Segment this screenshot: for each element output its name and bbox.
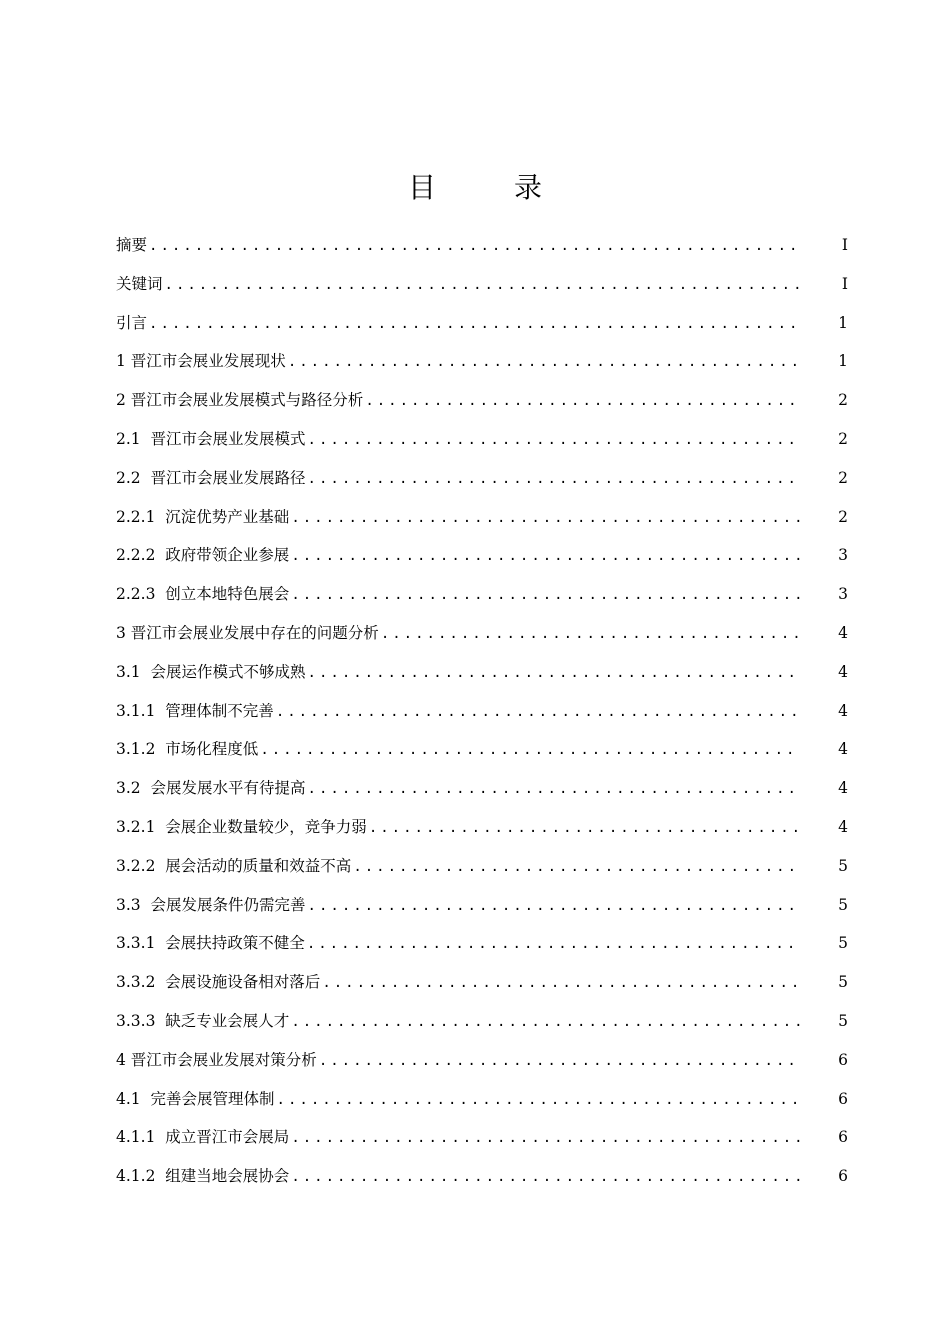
toc-entry-label: [116, 692, 274, 731]
toc-section-number: 4: [116, 1050, 131, 1069]
toc-entry[interactable]: [116, 1118, 850, 1157]
toc-dot-leader: [149, 227, 800, 266]
page-title: [0, 168, 950, 208]
toc-section-number: 3.2.2: [116, 856, 166, 875]
toc-section-title: 引言: [116, 313, 148, 332]
toc-section-number: 2.2.1: [116, 507, 166, 526]
toc-entry[interactable]: [116, 226, 850, 265]
toc-section-number: 3.3.2: [116, 973, 166, 992]
toc-entry-label: [116, 1080, 275, 1119]
toc-entry-label: [116, 304, 147, 343]
toc-dot-leader: [381, 615, 800, 654]
toc-section-title: 会展扶持政策不健全: [165, 934, 305, 953]
toc-dot-leader: [369, 809, 800, 848]
toc-entry-label: [116, 459, 306, 498]
toc-section-number: 4.1.2: [116, 1167, 166, 1186]
toc-dot-leader: [291, 576, 800, 615]
toc-entry-label: [116, 342, 286, 381]
toc-dot-leader: [322, 964, 800, 1003]
toc-section-title: 创立本地特色展会: [165, 585, 290, 604]
toc-page-number: 5: [838, 1011, 848, 1030]
toc-entry-label: [116, 381, 363, 420]
toc-entry[interactable]: [116, 1041, 850, 1080]
toc-section-title: 会展运作模式不够成熟: [150, 662, 306, 681]
toc-entry[interactable]: [116, 614, 850, 653]
toc-section-number: 3.2.1: [116, 817, 166, 836]
toc-entry-label: [116, 924, 305, 963]
toc-entry[interactable]: [116, 1080, 850, 1119]
toc-section-title: 会展设施设备相对落后: [165, 973, 321, 992]
toc-entry[interactable]: [116, 692, 850, 731]
toc-section-title: 市场化程度低: [165, 740, 259, 759]
toc-page-number: 2: [838, 391, 848, 410]
toc-page-number: 1: [838, 352, 848, 371]
toc-dot-leader: [165, 266, 800, 305]
toc-entry-label: [116, 886, 306, 925]
toc-section-title: 会展发展条件仍需完善: [150, 895, 306, 914]
toc-entry[interactable]: [116, 459, 850, 498]
toc-section-title: 晋江市会展业发展模式与路径分析: [130, 391, 364, 410]
toc-dot-leader: [319, 1042, 800, 1081]
toc-entry-label: [116, 265, 163, 304]
toc-page-number: 4: [838, 701, 848, 720]
toc-entry-label: [116, 498, 289, 537]
toc-entry[interactable]: [116, 1157, 850, 1196]
toc-page-number: 4: [838, 779, 848, 798]
toc-page-number: 6: [838, 1167, 848, 1186]
toc-page-number: 2: [838, 429, 848, 448]
toc-section-number: 2.2: [116, 468, 151, 487]
toc-section-number: 3.1: [116, 662, 151, 681]
toc-page-number: I: [841, 236, 848, 254]
toc-section-title: 成立晋江市会展局: [165, 1128, 290, 1147]
toc-entry-label: [116, 1002, 289, 1041]
toc-entry-label: [116, 653, 306, 692]
toc-section-title: 晋江市会展业发展路径: [150, 468, 306, 487]
toc-section-number: 3.3: [116, 895, 151, 914]
toc-dot-leader: [276, 693, 800, 732]
toc-entry[interactable]: [116, 924, 850, 963]
toc-dot-leader: [307, 925, 800, 964]
toc-dot-leader: [308, 421, 800, 460]
toc-entry[interactable]: [116, 342, 850, 381]
toc-section-number: 4.1.1: [116, 1128, 166, 1147]
toc-dot-leader: [288, 343, 800, 382]
toc-section-title: 会展企业数量较少，竞争力弱: [165, 817, 367, 836]
toc-section-number: 1: [116, 352, 131, 371]
toc-section-title: 晋江市会展业发展模式: [150, 429, 306, 448]
toc-dot-leader: [308, 460, 800, 499]
toc-entry[interactable]: [116, 536, 850, 575]
toc-entry[interactable]: [116, 381, 850, 420]
toc-section-number: 4.1: [116, 1089, 151, 1108]
toc-section-title: 晋江市会展业发展现状: [130, 352, 286, 371]
toc-entry-label: [116, 614, 379, 653]
toc-dot-leader: [291, 537, 800, 576]
toc-entry-label: [116, 808, 367, 847]
toc-dot-leader: [260, 731, 800, 770]
toc-page-number: 6: [838, 1089, 848, 1108]
toc-entry[interactable]: [116, 498, 850, 537]
toc-page-number: 1: [838, 313, 848, 332]
toc-page-number: 2: [838, 507, 848, 526]
toc-entry[interactable]: [116, 1002, 850, 1041]
toc-section-number: 2.2.3: [116, 585, 166, 604]
toc-section-title: 关键词: [116, 274, 163, 293]
toc-section-title: 会展发展水平有待提高: [150, 779, 306, 798]
title-char-1: 目: [407, 171, 436, 204]
toc-section-number: 3.3.3: [116, 1011, 166, 1030]
toc-entry[interactable]: [116, 847, 850, 886]
toc-entry-label: [116, 1041, 317, 1080]
toc-section-title: 完善会展管理体制: [150, 1089, 275, 1108]
toc-section-number: 2: [116, 391, 131, 410]
toc-dot-leader: [308, 770, 800, 809]
toc-entry-label: [116, 226, 147, 265]
toc-section-number: 3.2: [116, 779, 151, 798]
toc-dot-leader: [353, 848, 800, 887]
toc-dot-leader: [291, 1003, 800, 1042]
toc-dot-leader: [365, 382, 800, 421]
toc-page-number: 5: [838, 895, 848, 914]
toc-page-number: 4: [838, 662, 848, 681]
toc-entry[interactable]: [116, 886, 850, 925]
table-of-contents: [116, 226, 850, 1196]
toc-dot-leader: [291, 499, 800, 538]
toc-dot-leader: [291, 1119, 800, 1158]
toc-entry[interactable]: [116, 575, 850, 614]
toc-entry[interactable]: [116, 963, 850, 1002]
toc-section-number: 2.2.2: [116, 546, 166, 565]
toc-section-title: 晋江市会展业发展对策分析: [130, 1050, 317, 1069]
toc-section-title: 展会活动的质量和效益不高: [165, 856, 352, 875]
toc-section-number: 3: [116, 623, 131, 642]
toc-page-number: 6: [838, 1128, 848, 1147]
toc-section-number: 3.1.2: [116, 740, 166, 759]
toc-page-number: 5: [838, 934, 848, 953]
toc-entry-label: [116, 769, 306, 808]
toc-page-number: 4: [838, 740, 848, 759]
toc-dot-leader: [308, 887, 800, 926]
toc-entry-label: [116, 536, 289, 575]
toc-entry-label: [116, 847, 351, 886]
title-char-2: 录: [514, 171, 543, 204]
toc-page-number: 5: [838, 856, 848, 875]
toc-entry[interactable]: [116, 304, 850, 343]
toc-dot-leader: [277, 1081, 800, 1120]
toc-section-title: 政府带领企业参展: [165, 546, 290, 565]
toc-page-number: 2: [838, 468, 848, 487]
toc-page-number: 3: [838, 546, 848, 565]
toc-section-number: 3.3.1: [116, 934, 166, 953]
toc-page-number: 3: [838, 585, 848, 604]
toc-dot-leader: [291, 1158, 800, 1197]
toc-entry-label: [116, 420, 306, 459]
toc-entry-label: [116, 1157, 289, 1196]
toc-section-title: 缺乏专业会展人才: [165, 1011, 290, 1030]
toc-entry-label: [116, 730, 258, 769]
toc-entry-label: [116, 1118, 289, 1157]
toc-section-number: 2.1: [116, 429, 151, 448]
toc-page-number: 4: [838, 817, 848, 836]
toc-entry[interactable]: [116, 653, 850, 692]
toc-section-title: 组建当地会展协会: [165, 1167, 290, 1186]
toc-entry[interactable]: [116, 265, 850, 304]
toc-page-number: 6: [838, 1050, 848, 1069]
toc-section-title: 摘要: [116, 236, 148, 254]
toc-dot-leader: [149, 305, 800, 344]
toc-page-number: I: [841, 274, 848, 293]
toc-page-number: 5: [838, 973, 848, 992]
toc-entry-label: [116, 575, 289, 614]
toc-section-number: 3.1.1: [116, 701, 166, 720]
toc-section-title: 管理体制不完善: [165, 701, 274, 720]
toc-page-number: 4: [838, 623, 848, 642]
toc-entry[interactable]: [116, 730, 850, 769]
toc-section-title: 沉淀优势产业基础: [165, 507, 290, 526]
toc-entry-label: [116, 963, 320, 1002]
toc-entry[interactable]: [116, 769, 850, 808]
toc-entry[interactable]: [116, 808, 850, 847]
toc-section-title: 晋江市会展业发展中存在的问题分析: [130, 623, 379, 642]
toc-dot-leader: [308, 654, 800, 693]
toc-entry[interactable]: [116, 420, 850, 459]
